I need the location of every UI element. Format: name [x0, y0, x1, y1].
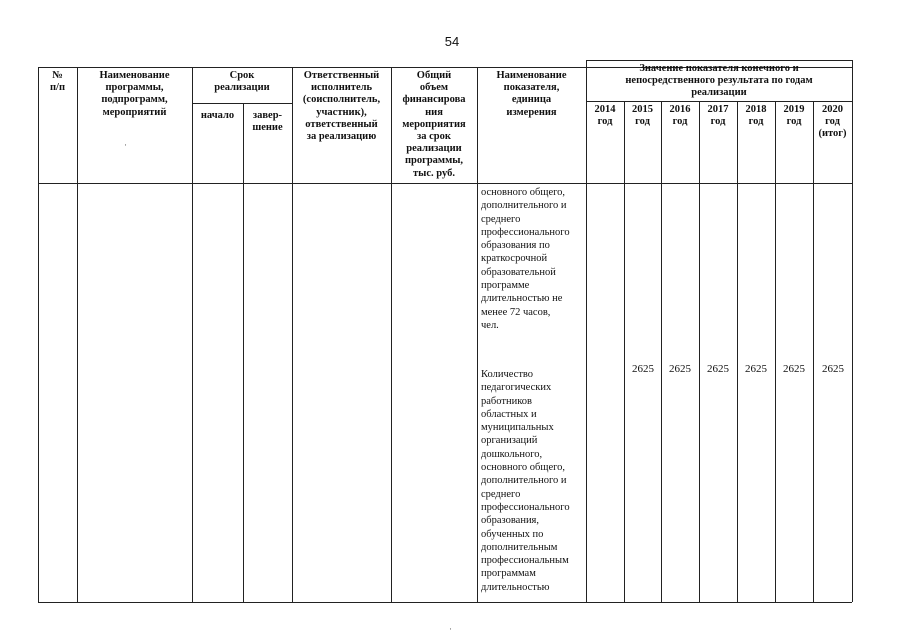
header-program-name: Наименование программы, подпрограмм, мероприятий	[99, 70, 170, 118]
value-2018: 2625	[745, 363, 767, 375]
header-year-2017: 2017 год	[707, 104, 729, 128]
scan-speck: ·	[124, 140, 127, 150]
value-2020: 2625	[822, 363, 844, 375]
value-2016: 2625	[669, 363, 691, 375]
indicator-text-continued: основного общего, дополнительного и среднего профессионального образования по краткосрочной образовательной программе длительностью не менее 72 часов, чел.	[481, 187, 570, 331]
scan-speck: ·	[449, 624, 452, 634]
header-values-group: Значение показателя конечного и непосредственного результата по годам реализации	[625, 63, 813, 99]
value-2017: 2625	[707, 363, 729, 375]
header-term: Срок реализации	[214, 70, 270, 94]
header-year-2020: 2020 год (итог)	[818, 104, 847, 140]
header-term-start: начало	[200, 110, 235, 121]
header-year-2019: 2019 год	[783, 104, 805, 128]
header-year-2015: 2015 год	[632, 104, 653, 128]
header-num: № п/п	[49, 70, 66, 94]
header-indicator: Наименование показателя, единица измерения	[496, 70, 567, 118]
value-2019: 2625	[783, 363, 805, 375]
header-year-2014: 2014 год	[594, 104, 616, 128]
header-year-2016: 2016 год	[669, 104, 691, 128]
indicator-text-teachers: Количество педагогических работников областных и муниципальных организаций дошкольного, основного общего, дополнительного и среднего профессионального образования, обученных по дополнительным профессиональным программам длительностью	[481, 369, 570, 593]
header-term-end: завер- шение	[252, 110, 283, 134]
header-executor: Ответственный исполнитель (соисполнитель, участник), ответственный за реализацию	[302, 70, 381, 143]
page-number: 54	[444, 34, 460, 49]
header-financing: Общий объем финансирова ния мероприятия за срок реализации программы, тыс. руб.	[402, 70, 466, 179]
value-2015: 2625	[632, 363, 654, 375]
header-year-2018: 2018 год	[745, 104, 767, 128]
